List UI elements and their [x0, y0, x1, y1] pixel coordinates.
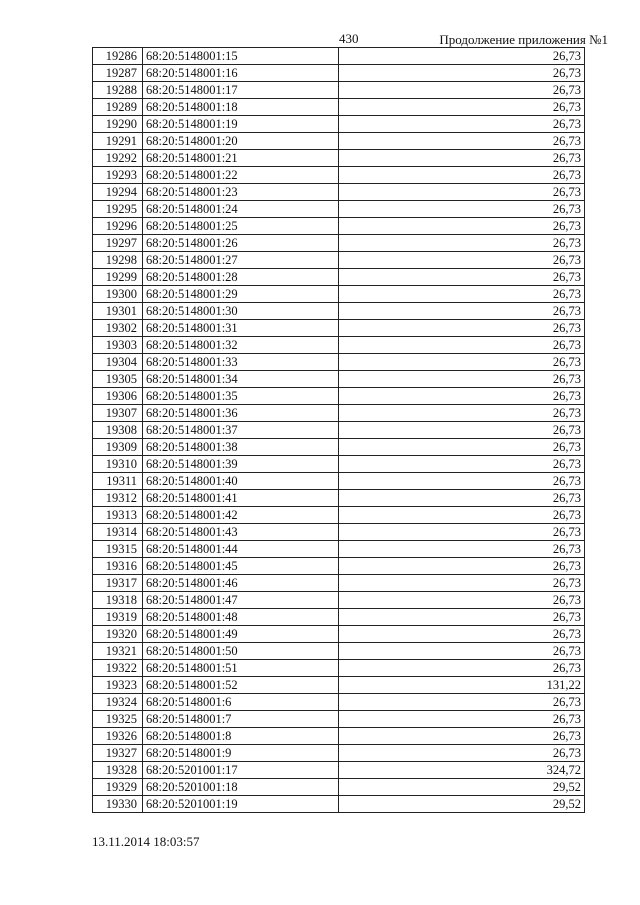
table-row: [93, 541, 585, 558]
area-value: 26,73: [339, 252, 585, 269]
area-value: 26,73: [339, 745, 585, 762]
table-row: [93, 711, 585, 728]
area-value: 26,73: [339, 405, 585, 422]
row-number: 19299: [93, 269, 143, 286]
area-value: 26,73: [339, 269, 585, 286]
row-number: 19298: [93, 252, 143, 269]
table-row: [93, 65, 585, 82]
area-value: 29,52: [339, 779, 585, 796]
area-value: 26,73: [339, 575, 585, 592]
area-value: 26,73: [339, 82, 585, 99]
area-value: 324,72: [339, 762, 585, 779]
cadastral-number: 68:20:5148001:50: [143, 643, 339, 660]
cadastral-number: 68:20:5148001:25: [143, 218, 339, 235]
row-number: 19292: [93, 150, 143, 167]
table-row: [93, 354, 585, 371]
cadastral-number: 68:20:5148001:31: [143, 320, 339, 337]
table-row: [93, 609, 585, 626]
cadastral-number: 68:20:5148001:6: [143, 694, 339, 711]
cadastral-number: 68:20:5148001:21: [143, 150, 339, 167]
area-value: 26,73: [339, 235, 585, 252]
row-number: 19321: [93, 643, 143, 660]
area-value: 26,73: [339, 456, 585, 473]
area-value: 26,73: [339, 711, 585, 728]
cadastral-number: 68:20:5148001:23: [143, 184, 339, 201]
area-value: 26,73: [339, 184, 585, 201]
cadastral-number: 68:20:5201001:18: [143, 779, 339, 796]
cadastral-number: 68:20:5148001:47: [143, 592, 339, 609]
table-row: [93, 694, 585, 711]
row-number: 19290: [93, 116, 143, 133]
table-row: [93, 643, 585, 660]
table-row: [93, 558, 585, 575]
table-row: [93, 762, 585, 779]
table-row: [93, 201, 585, 218]
row-number: 19289: [93, 99, 143, 116]
area-value: 26,73: [339, 150, 585, 167]
table-row: [93, 796, 585, 813]
area-value: 26,73: [339, 48, 585, 65]
row-number: 19327: [93, 745, 143, 762]
area-value: 26,73: [339, 337, 585, 354]
area-value: 26,73: [339, 371, 585, 388]
row-number: 19310: [93, 456, 143, 473]
cadastral-number: 68:20:5148001:26: [143, 235, 339, 252]
table-row: [93, 48, 585, 65]
cadastral-number: 68:20:5148001:15: [143, 48, 339, 65]
parcel-table: [92, 47, 585, 813]
cadastral-number: 68:20:5148001:39: [143, 456, 339, 473]
area-value: 131,22: [339, 677, 585, 694]
table-row: [93, 235, 585, 252]
cadastral-number: 68:20:5148001:49: [143, 626, 339, 643]
area-value: 26,73: [339, 592, 585, 609]
row-number: 19287: [93, 65, 143, 82]
area-value: 26,73: [339, 201, 585, 218]
cadastral-number: 68:20:5148001:16: [143, 65, 339, 82]
row-number: 19302: [93, 320, 143, 337]
area-value: 26,73: [339, 65, 585, 82]
area-value: 26,73: [339, 422, 585, 439]
row-number: 19308: [93, 422, 143, 439]
area-value: 26,73: [339, 99, 585, 116]
area-value: 26,73: [339, 507, 585, 524]
area-value: 26,73: [339, 354, 585, 371]
table-row: [93, 626, 585, 643]
row-number: 19286: [93, 48, 143, 65]
area-value: 26,73: [339, 439, 585, 456]
row-number: 19314: [93, 524, 143, 541]
table-row: [93, 116, 585, 133]
row-number: 19318: [93, 592, 143, 609]
parcel-table-body: [93, 48, 585, 813]
area-value: 26,73: [339, 728, 585, 745]
table-row: [93, 490, 585, 507]
row-number: 19311: [93, 473, 143, 490]
table-row: [93, 82, 585, 99]
row-number: 19291: [93, 133, 143, 150]
cadastral-number: 68:20:5148001:51: [143, 660, 339, 677]
table-row: [93, 422, 585, 439]
area-value: 26,73: [339, 388, 585, 405]
area-value: 26,73: [339, 558, 585, 575]
row-number: 19295: [93, 201, 143, 218]
table-row: [93, 269, 585, 286]
table-row: [93, 218, 585, 235]
table-row: [93, 473, 585, 490]
cadastral-number: 68:20:5148001:40: [143, 473, 339, 490]
cadastral-number: 68:20:5148001:35: [143, 388, 339, 405]
table-row: [93, 745, 585, 762]
area-value: 26,73: [339, 609, 585, 626]
cadastral-number: 68:20:5148001:30: [143, 303, 339, 320]
row-number: 19288: [93, 82, 143, 99]
cadastral-number: 68:20:5148001:7: [143, 711, 339, 728]
cadastral-number: 68:20:5148001:17: [143, 82, 339, 99]
row-number: 19317: [93, 575, 143, 592]
table-row: [93, 303, 585, 320]
area-value: 26,73: [339, 524, 585, 541]
table-row: [93, 252, 585, 269]
row-number: 19329: [93, 779, 143, 796]
table-row: [93, 167, 585, 184]
table-row: [93, 507, 585, 524]
cadastral-number: 68:20:5148001:37: [143, 422, 339, 439]
table-row: [93, 779, 585, 796]
area-value: 26,73: [339, 167, 585, 184]
row-number: 19301: [93, 303, 143, 320]
area-value: 26,73: [339, 643, 585, 660]
cadastral-number: 68:20:5148001:41: [143, 490, 339, 507]
table-row: [93, 524, 585, 541]
area-value: 26,73: [339, 303, 585, 320]
table-row: [93, 456, 585, 473]
row-number: 19316: [93, 558, 143, 575]
cadastral-number: 68:20:5148001:29: [143, 286, 339, 303]
print-timestamp: 13.11.2014 18:03:57: [92, 834, 200, 849]
cadastral-number: 68:20:5201001:19: [143, 796, 339, 813]
table-row: [93, 371, 585, 388]
table-row: [93, 286, 585, 303]
cadastral-number: 68:20:5148001:18: [143, 99, 339, 116]
table-row: [93, 405, 585, 422]
cadastral-number: 68:20:5148001:44: [143, 541, 339, 558]
table-row: [93, 439, 585, 456]
row-number: 19330: [93, 796, 143, 813]
row-number: 19324: [93, 694, 143, 711]
cadastral-number: 68:20:5148001:43: [143, 524, 339, 541]
cadastral-number: 68:20:5148001:34: [143, 371, 339, 388]
table-row: [93, 388, 585, 405]
cadastral-number: 68:20:5148001:45: [143, 558, 339, 575]
area-value: 26,73: [339, 626, 585, 643]
cadastral-number: 68:20:5201001:17: [143, 762, 339, 779]
area-value: 26,73: [339, 473, 585, 490]
cadastral-number: 68:20:5148001:28: [143, 269, 339, 286]
cadastral-number: 68:20:5148001:27: [143, 252, 339, 269]
row-number: 19294: [93, 184, 143, 201]
cadastral-number: 68:20:5148001:36: [143, 405, 339, 422]
table-row: [93, 728, 585, 745]
row-number: 19297: [93, 235, 143, 252]
table-row: [93, 592, 585, 609]
table-row: [93, 184, 585, 201]
row-number: 19309: [93, 439, 143, 456]
area-value: 26,73: [339, 133, 585, 150]
table-row: [93, 99, 585, 116]
table-row: [93, 320, 585, 337]
row-number: 19315: [93, 541, 143, 558]
cadastral-number: 68:20:5148001:20: [143, 133, 339, 150]
row-number: 19313: [93, 507, 143, 524]
cadastral-number: 68:20:5148001:32: [143, 337, 339, 354]
row-number: 19323: [93, 677, 143, 694]
appendix-caption: Продолжение приложения №1: [439, 32, 608, 47]
table-row: [93, 337, 585, 354]
row-number: 19322: [93, 660, 143, 677]
table-row: [93, 575, 585, 592]
row-number: 19305: [93, 371, 143, 388]
table-row: [93, 660, 585, 677]
row-number: 19304: [93, 354, 143, 371]
cadastral-number: 68:20:5148001:22: [143, 167, 339, 184]
row-number: 19307: [93, 405, 143, 422]
area-value: 26,73: [339, 286, 585, 303]
row-number: 19312: [93, 490, 143, 507]
page-number: 430: [339, 31, 359, 46]
area-value: 26,73: [339, 541, 585, 558]
cadastral-number: 68:20:5148001:38: [143, 439, 339, 456]
cadastral-number: 68:20:5148001:24: [143, 201, 339, 218]
row-number: 19306: [93, 388, 143, 405]
cadastral-number: 68:20:5148001:33: [143, 354, 339, 371]
cadastral-number: 68:20:5148001:42: [143, 507, 339, 524]
area-value: 26,73: [339, 490, 585, 507]
cadastral-number: 68:20:5148001:46: [143, 575, 339, 592]
area-value: 26,73: [339, 218, 585, 235]
row-number: 19328: [93, 762, 143, 779]
table-row: [93, 133, 585, 150]
row-number: 19320: [93, 626, 143, 643]
row-number: 19319: [93, 609, 143, 626]
table-row: [93, 677, 585, 694]
row-number: 19325: [93, 711, 143, 728]
row-number: 19326: [93, 728, 143, 745]
row-number: 19303: [93, 337, 143, 354]
area-value: 26,73: [339, 660, 585, 677]
area-value: 26,73: [339, 116, 585, 133]
row-number: 19296: [93, 218, 143, 235]
cadastral-number: 68:20:5148001:8: [143, 728, 339, 745]
area-value: 29,52: [339, 796, 585, 813]
cadastral-number: 68:20:5148001:48: [143, 609, 339, 626]
row-number: 19300: [93, 286, 143, 303]
cadastral-number: 68:20:5148001:19: [143, 116, 339, 133]
table-row: [93, 150, 585, 167]
area-value: 26,73: [339, 320, 585, 337]
cadastral-number: 68:20:5148001:9: [143, 745, 339, 762]
cadastral-number: 68:20:5148001:52: [143, 677, 339, 694]
row-number: 19293: [93, 167, 143, 184]
area-value: 26,73: [339, 694, 585, 711]
